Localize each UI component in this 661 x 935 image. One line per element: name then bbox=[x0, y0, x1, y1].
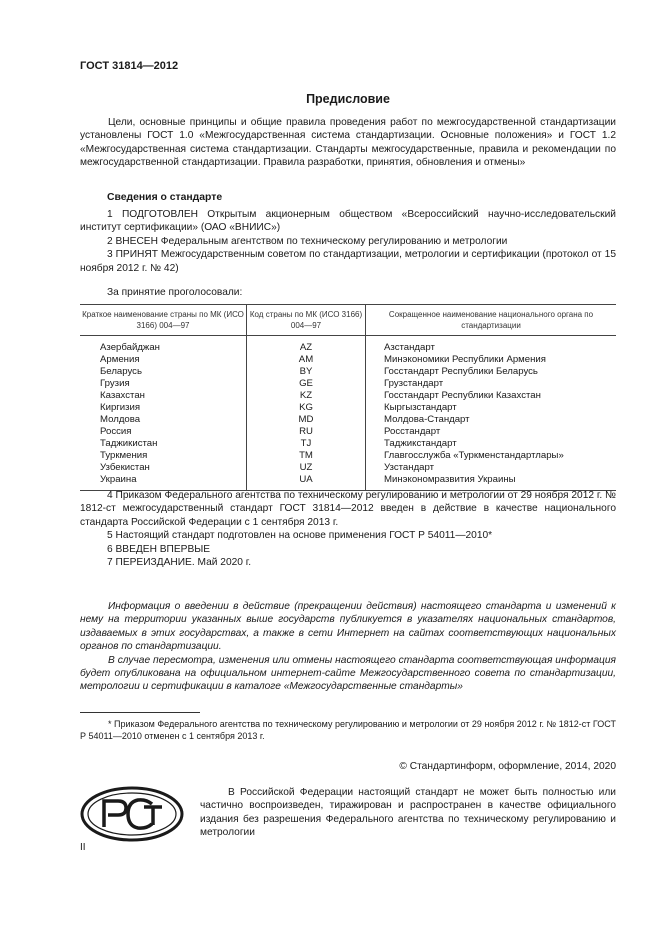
info-notes bbox=[80, 600, 616, 694]
standard-info-heading: Сведения о стандарте bbox=[107, 192, 223, 203]
info-note: В случае пересмотра, изменения или отмены настоящего стандарта соответствующая информация будет опубликована на официальном интернет-сайте Межгосударственного совета по стандартизации, метрологии и сертификации в каталоге «Межгосударственные стандарты» bbox=[80, 654, 616, 693]
table-row bbox=[80, 450, 616, 462]
country-cell: Грузия bbox=[80, 378, 247, 390]
table-row bbox=[80, 402, 616, 414]
country-cell: Казахстан bbox=[80, 390, 247, 402]
body-cell: Минэкономики Республики Армения bbox=[384, 354, 546, 365]
country-cell: Молдова bbox=[80, 414, 247, 426]
table-row bbox=[80, 336, 616, 355]
reproduction-notice: В Российской Федерации настоящий стандарт не может быть полностью или частично воспроизведен, тиражирован и распространен в качестве официального издания без разрешения Федерального агентства по техническому регулированию и метрологии bbox=[200, 787, 616, 839]
list-item: 6 ВВЕДЕН ВПЕРВЫЕ bbox=[107, 543, 211, 555]
body-cell: Таджикстандарт bbox=[384, 438, 457, 449]
table-row bbox=[80, 390, 616, 402]
code-cell: KZ bbox=[247, 390, 366, 402]
vote-intro: За принятие проголосовали: bbox=[107, 287, 243, 298]
page-number: II bbox=[80, 842, 86, 853]
info-note: Информация о введении в действие (прекращении действия) настоящего стандарта и изменений к нему на территории указанных выше государств публикуется в указателях национальных стандартов, издаваемых в этих государствах, а также в сети Интернет на сайтах соответствующих национальных органов по стандартизации. bbox=[80, 601, 616, 653]
country-cell: Азербайджан bbox=[80, 336, 247, 355]
standard-info-list bbox=[80, 208, 616, 275]
country-cell: Беларусь bbox=[80, 366, 247, 378]
body-cell: Госстандарт Республики Казахстан bbox=[384, 390, 541, 401]
body-cell: Грузстандарт bbox=[384, 378, 444, 389]
country-cell: Туркмения bbox=[80, 450, 247, 462]
document-id: ГОСТ 31814—2012 bbox=[80, 60, 179, 72]
code-cell: UZ bbox=[247, 462, 366, 474]
footnote: * Приказом Федерального агентства по техническому регулированию и метрологии от 29 ноября 2012 г. № 1812-ст ГОСТ Р 54011—2010 отменен с 1 сентября 2013 г. bbox=[80, 719, 616, 741]
footnote-divider bbox=[80, 712, 200, 713]
table-row bbox=[80, 378, 616, 390]
page-title: Предисловие bbox=[306, 92, 390, 106]
body-cell: Главгосслужба «Туркменстандартлары» bbox=[384, 450, 564, 461]
body-cell: Минэкономразвития Украины bbox=[366, 474, 617, 491]
code-cell: RU bbox=[247, 426, 366, 438]
country-cell: Узбекистан bbox=[80, 462, 247, 474]
code-cell: MD bbox=[247, 414, 366, 426]
country-cell: Россия bbox=[80, 426, 247, 438]
code-cell: TM bbox=[247, 450, 366, 462]
code-cell: KG bbox=[247, 402, 366, 414]
body-cell: Кыргызстандарт bbox=[384, 402, 457, 413]
intro-paragraph: Цели, основные принципы и общие правила проведения работ по межгосударственной стандартизации установлены ГОСТ 1.0 «Межгосударственная система стандартизации. Основные положения» и ГОСТ 1.2 «Межгосударственная система стандартизации. Стандарты межгосударственные, правила и рекомендации по межгосударственной стандартизации. Правила разработки, принятия, обновления и отмены» bbox=[80, 117, 616, 169]
list-item: 3 ПРИНЯТ Межгосударственным советом по стандартизации, метрологии и сертификации (протокол от 15 ноября 2012 г. № 42) bbox=[80, 249, 616, 274]
body-cell: Госстандарт Республики Беларусь bbox=[384, 366, 538, 377]
rst-certification-mark-icon bbox=[80, 785, 184, 843]
code-cell: AM bbox=[247, 354, 366, 366]
list-item: 2 ВНЕСЕН Федеральным агентством по техническому регулированию и метрологии bbox=[107, 235, 508, 247]
table-header-row bbox=[80, 305, 616, 336]
table-row bbox=[80, 462, 616, 474]
table-row bbox=[80, 426, 616, 438]
country-cell: Таджикистан bbox=[80, 438, 247, 450]
column-header-body: Сокращенное наименование национального органа по стандартизации bbox=[366, 305, 617, 336]
code-cell: TJ bbox=[247, 438, 366, 450]
body-cell: Азстандарт bbox=[384, 342, 435, 353]
code-cell: BY bbox=[247, 366, 366, 378]
column-header-country: Краткое наименование страны по МК (ИСО 3166) 004—97 bbox=[80, 305, 247, 336]
country-cell: Армения bbox=[80, 354, 247, 366]
list-item: 1 ПОДГОТОВЛЕН Открытым акционерным обществом «Всероссийский научно-исследовательский институт сертификации» (ОАО «ВНИИС») bbox=[80, 209, 616, 234]
list-item: 4 Приказом Федерального агентства по техническому регулированию и метрологии от 29 ноября 2012 г. № 1812-ст межгосударственный стандарт ГОСТ 31814—2012 введен в действие в качестве национального стандарта Российской Федерации с 1 сентября 2013 г. bbox=[80, 490, 616, 528]
code-cell: AZ bbox=[247, 336, 366, 355]
table-row bbox=[80, 354, 616, 366]
list-item: 7 ПЕРЕИЗДАНИЕ. Май 2020 г. bbox=[107, 557, 252, 569]
code-cell: UA bbox=[247, 474, 366, 491]
body-cell: Росстандарт bbox=[384, 426, 441, 437]
list-item: 5 Настоящий стандарт подготовлен на основе применения ГОСТ Р 54011—2010* bbox=[107, 530, 493, 542]
country-cell: Украина bbox=[80, 474, 247, 491]
column-header-code: Код страны по МК (ИСО 3166) 004—97 bbox=[247, 305, 366, 336]
table-row bbox=[80, 438, 616, 450]
code-cell: GE bbox=[247, 378, 366, 390]
body-cell: Молдова-Стандарт bbox=[384, 414, 470, 425]
copyright: © Стандартинформ, оформление, 2014, 2020 bbox=[399, 761, 616, 772]
table-row bbox=[80, 414, 616, 426]
country-cell: Киргизия bbox=[80, 402, 247, 414]
body-cell: Узстандарт bbox=[384, 462, 435, 473]
voting-table bbox=[80, 304, 616, 491]
further-info-list bbox=[80, 489, 616, 569]
table-row bbox=[80, 366, 616, 378]
